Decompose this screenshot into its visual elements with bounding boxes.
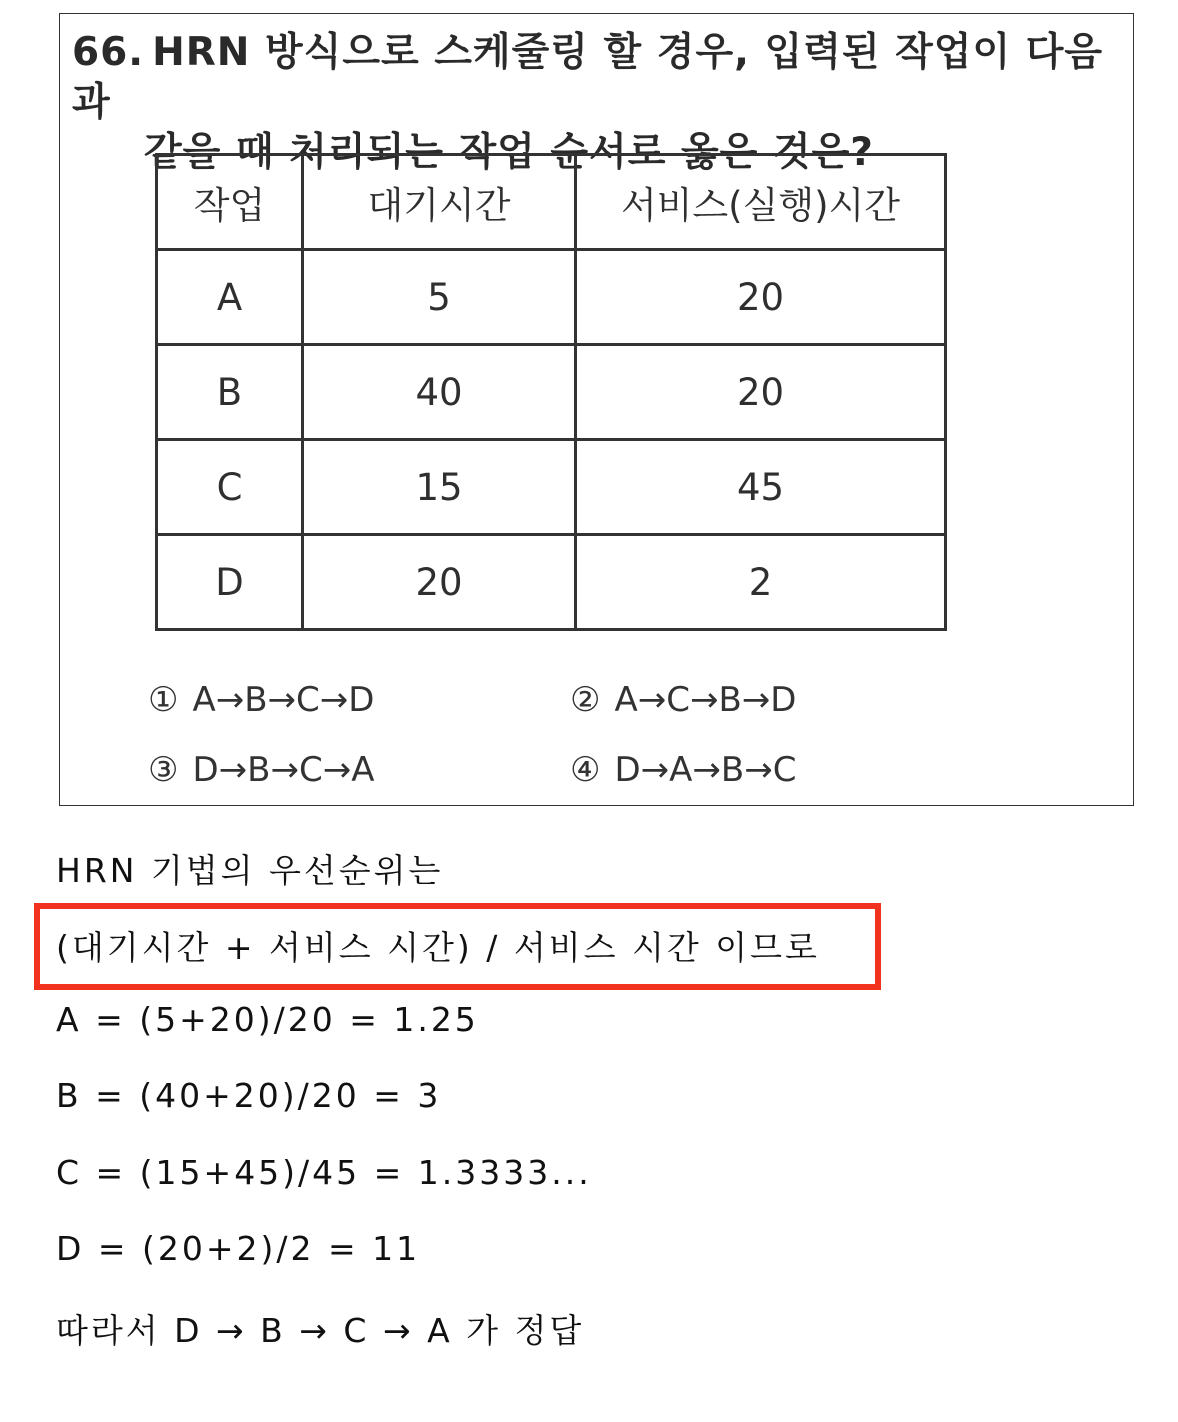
cell-service-time: 45 bbox=[576, 440, 946, 535]
cell-job: C bbox=[157, 440, 303, 535]
option-mark: ② bbox=[570, 680, 601, 720]
option-2 bbox=[570, 680, 796, 720]
calc-d: D = (20+2)/2 = 11 bbox=[56, 1229, 421, 1268]
cell-service-time: 2 bbox=[576, 535, 946, 630]
header-service-time: 서비스(실행)시간 bbox=[576, 155, 946, 250]
cell-wait-time: 15 bbox=[303, 440, 576, 535]
conclusion: 따라서 D → B → C → A 가 정답 bbox=[56, 1311, 585, 1350]
cell-service-time: 20 bbox=[576, 250, 946, 345]
table-row bbox=[157, 535, 946, 630]
question-number: 66. bbox=[72, 30, 145, 75]
formula-highlight-box bbox=[34, 903, 881, 990]
question-line-2: 같을 때 처리되는 작업 순서로 옳은 것은? bbox=[144, 130, 874, 175]
option-text: A→B→C→D bbox=[192, 680, 375, 720]
option-1 bbox=[148, 680, 374, 720]
cell-wait-time: 40 bbox=[303, 345, 576, 440]
question-box bbox=[59, 13, 1134, 806]
option-3 bbox=[148, 750, 374, 790]
table-row bbox=[157, 345, 946, 440]
header-wait-time: 대기시간 bbox=[303, 155, 576, 250]
cell-wait-time: 20 bbox=[303, 535, 576, 630]
option-mark: ④ bbox=[570, 750, 601, 790]
calc-c: C = (15+45)/45 = 1.3333... bbox=[56, 1153, 592, 1192]
job-table bbox=[155, 153, 947, 631]
header-job: 작업 bbox=[157, 155, 303, 250]
table-header-row bbox=[157, 155, 946, 250]
table-row bbox=[157, 250, 946, 345]
cell-job: B bbox=[157, 345, 303, 440]
option-text: D→A→B→C bbox=[614, 750, 797, 790]
option-mark: ③ bbox=[148, 750, 179, 790]
cell-service-time: 20 bbox=[576, 345, 946, 440]
table-row bbox=[157, 440, 946, 535]
cell-wait-time: 5 bbox=[303, 250, 576, 345]
explanation-formula: (대기시간 + 서비스 시간) / 서비스 시간 이므로 bbox=[56, 928, 820, 967]
explanation-intro: HRN 기법의 우선순위는 bbox=[56, 851, 444, 890]
option-4 bbox=[570, 750, 796, 790]
calc-a: A = (5+20)/20 = 1.25 bbox=[56, 1000, 479, 1039]
option-text: D→B→C→A bbox=[192, 750, 375, 790]
cell-job: A bbox=[157, 250, 303, 345]
question-line-1: HRN 방식으로 스케줄링 할 경우, 입력된 작업이 다음과 bbox=[72, 30, 1104, 125]
option-mark: ① bbox=[148, 680, 179, 720]
cell-job: D bbox=[157, 535, 303, 630]
calc-b: B = (40+20)/20 = 3 bbox=[56, 1076, 442, 1115]
option-text: A→C→B→D bbox=[614, 680, 797, 720]
